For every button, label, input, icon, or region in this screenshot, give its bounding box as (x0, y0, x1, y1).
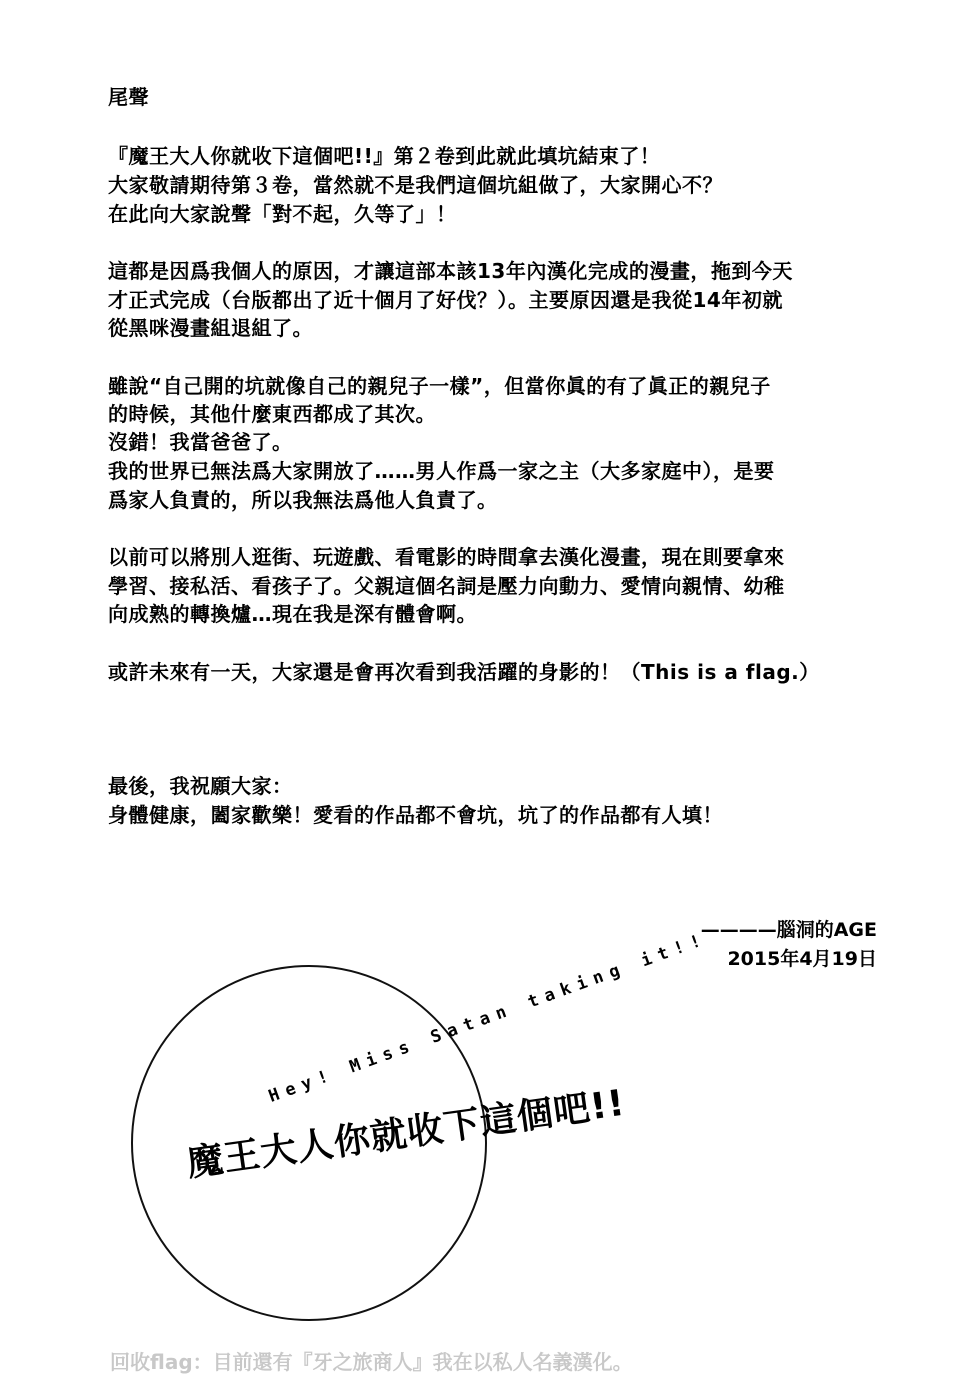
stamp-english-text: Hey! Miss Satan taking it!! (266, 928, 711, 1107)
text-line: 從黑咪漫畫組退組了。 (108, 316, 313, 340)
text-line: 在此向大家說聲「對不起，久等了」！ (108, 202, 457, 226)
text-line: 『魔王大人你就收下這個吧!!』第２卷到此就此填坑結束了！ (108, 144, 661, 168)
stamp-title: 魔王大人你就收下這個吧!! (184, 1082, 628, 1185)
text-line: 我的世界已無法爲大家開放了……男人作爲一家之主（大多家庭中），是要 (108, 459, 775, 483)
signature-date: 2015年4月19日 (727, 948, 877, 970)
text-line: 最後，我祝願大家： (108, 774, 293, 798)
footer-note: 回收flag：目前還有『牙之旅商人』我在以私人名義漢化。 (110, 1350, 633, 1374)
heading-epilogue: 尾聲 (108, 85, 149, 109)
text-line: 身體健康，闔家歡樂！愛看的作品都不會坑，坑了的作品都有人填！ (108, 803, 723, 827)
text-line: 的時候，其他什麼東西都成了其次。 (108, 402, 436, 426)
text-line: 或許未來有一天，大家還是會再次看到我活躍的身影的！（This is a flag.） (108, 660, 820, 684)
text-line: 雖說“自己開的坑就像自己的親兒子一樣”，但當你眞的有了眞正的親兒子 (108, 374, 771, 398)
text-line: 沒錯！我當爸爸了。 (108, 430, 293, 454)
text-line: 向成熟的轉換爐…現在我是深有體會啊。 (108, 602, 477, 626)
text-line: 大家敬請期待第３卷，當然就不是我們這個坑組做了，大家開心不？ (108, 173, 723, 197)
text-line: 才正式完成（台版都出了近十個月了好伐？）。主要原因還是我從14年初就 (108, 288, 783, 312)
text-line: 學習、接私活、看孩子了。父親這個名詞是壓力向動力、愛情向親情、幼稚 (108, 574, 785, 598)
text-line: 爲家人負責的，所以我無法爲他人負責了。 (108, 488, 498, 512)
text-line: 這都是因爲我個人的原因，才讓這部本該13年內漢化完成的漫畫，拖到今天 (108, 259, 793, 283)
signature-author: ————腦洞的AGE (700, 919, 877, 941)
text-line: 以前可以將別人逛街、玩遊戲、看電影的時間拿去漢化漫畫，現在則要拿來 (108, 545, 785, 569)
